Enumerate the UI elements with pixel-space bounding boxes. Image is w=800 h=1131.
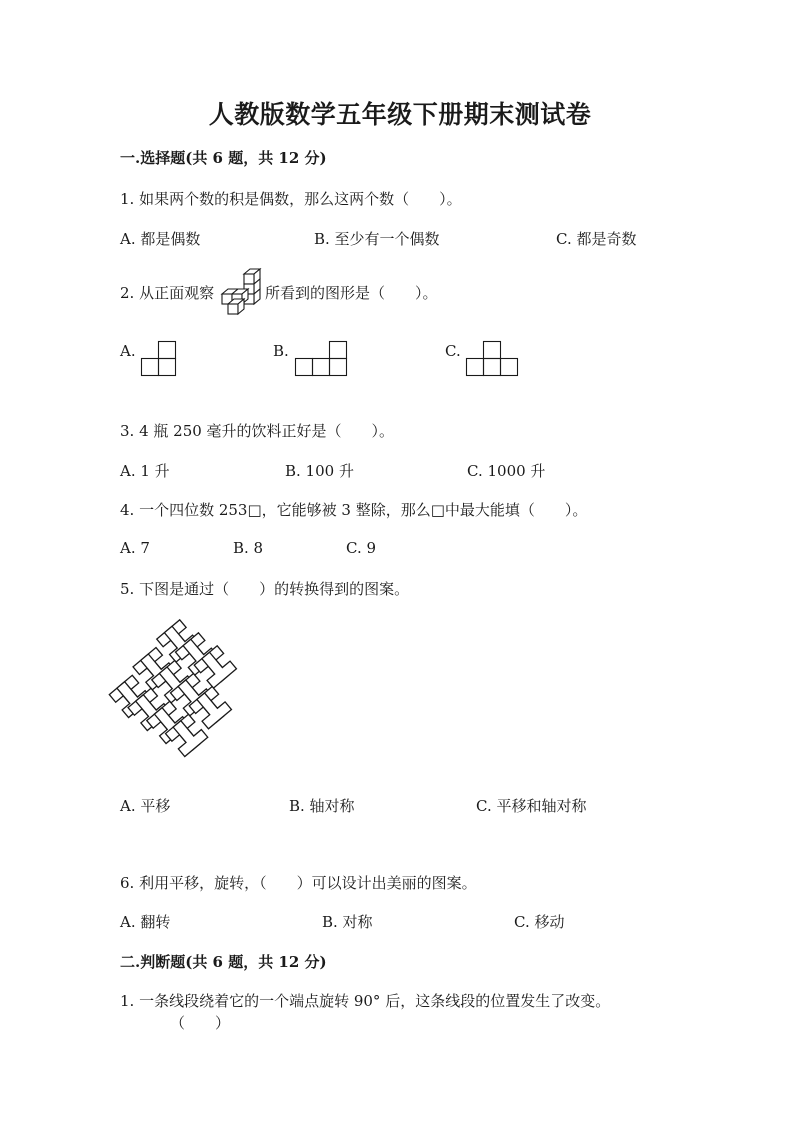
option-a-grid-figure	[141, 341, 177, 377]
question-5-option-a: A. 平移	[120, 797, 171, 815]
question-1-option-b: B. 至少有一个偶数	[314, 230, 440, 248]
question-5-option-b: B. 轴对称	[289, 797, 355, 815]
question-2-option-b: B.	[273, 342, 289, 360]
question-2-option-c: C.	[445, 342, 461, 360]
question-4-option-b: B. 8	[233, 539, 264, 557]
section-heading-choice: 一.选择题(共 6 题，共 12 分)	[120, 149, 327, 167]
question-1-option-a: A. 都是偶数	[120, 230, 201, 248]
option-b-grid-figure	[295, 341, 349, 377]
judgment-1-answer-paren: （ ）	[170, 1014, 231, 1032]
option-c-grid-figure	[466, 341, 520, 377]
question-6-option-c: C. 移动	[514, 913, 565, 931]
question-5-option-c: C. 平移和轴对称	[476, 797, 587, 815]
question-3-option-c: C. 1000 升	[467, 462, 546, 480]
question-2-prefix: 2. 从正面观察	[120, 284, 215, 302]
question-6-text: 6. 利用平移，旋转，（ ）可以设计出美丽的图案。	[120, 874, 477, 892]
question-6-option-b: B. 对称	[322, 913, 373, 931]
question-5-text: 5. 下图是通过（ ）的转换得到的图案。	[120, 580, 410, 598]
tessellation-pattern-figure	[118, 628, 246, 754]
question-3-option-a: A. 1 升	[120, 462, 170, 480]
question-6-option-a: A. 翻转	[120, 913, 171, 931]
question-4-text: 4. 一个四位数 253□，它能够被 3 整除，那么□中最大能填（ ）。	[120, 501, 588, 519]
question-1-option-c: C. 都是奇数	[556, 230, 637, 248]
question-2-option-a: A.	[120, 342, 136, 360]
judgment-1-text: 1. 一条线段绕着它的一个端点旋转 90° 后，这条线段的位置发生了改变。	[120, 992, 611, 1010]
cube-stack-figure	[218, 268, 264, 318]
question-1-text: 1. 如果两个数的积是偶数，那么这两个数（ ）。	[120, 190, 462, 208]
question-2-suffix: 所看到的图形是（ ）。	[265, 284, 438, 302]
section-heading-judgment: 二.判断题(共 6 题，共 12 分)	[120, 953, 327, 971]
page-title: 人教版数学五年级下册期末测试卷	[208, 100, 592, 129]
question-4-option-a: A. 7	[120, 539, 150, 557]
question-3-text: 3. 4 瓶 250 毫升的饮料正好是（ ）。	[120, 422, 395, 440]
question-4-option-c: C. 9	[346, 539, 377, 557]
question-3-option-b: B. 100 升	[285, 462, 354, 480]
